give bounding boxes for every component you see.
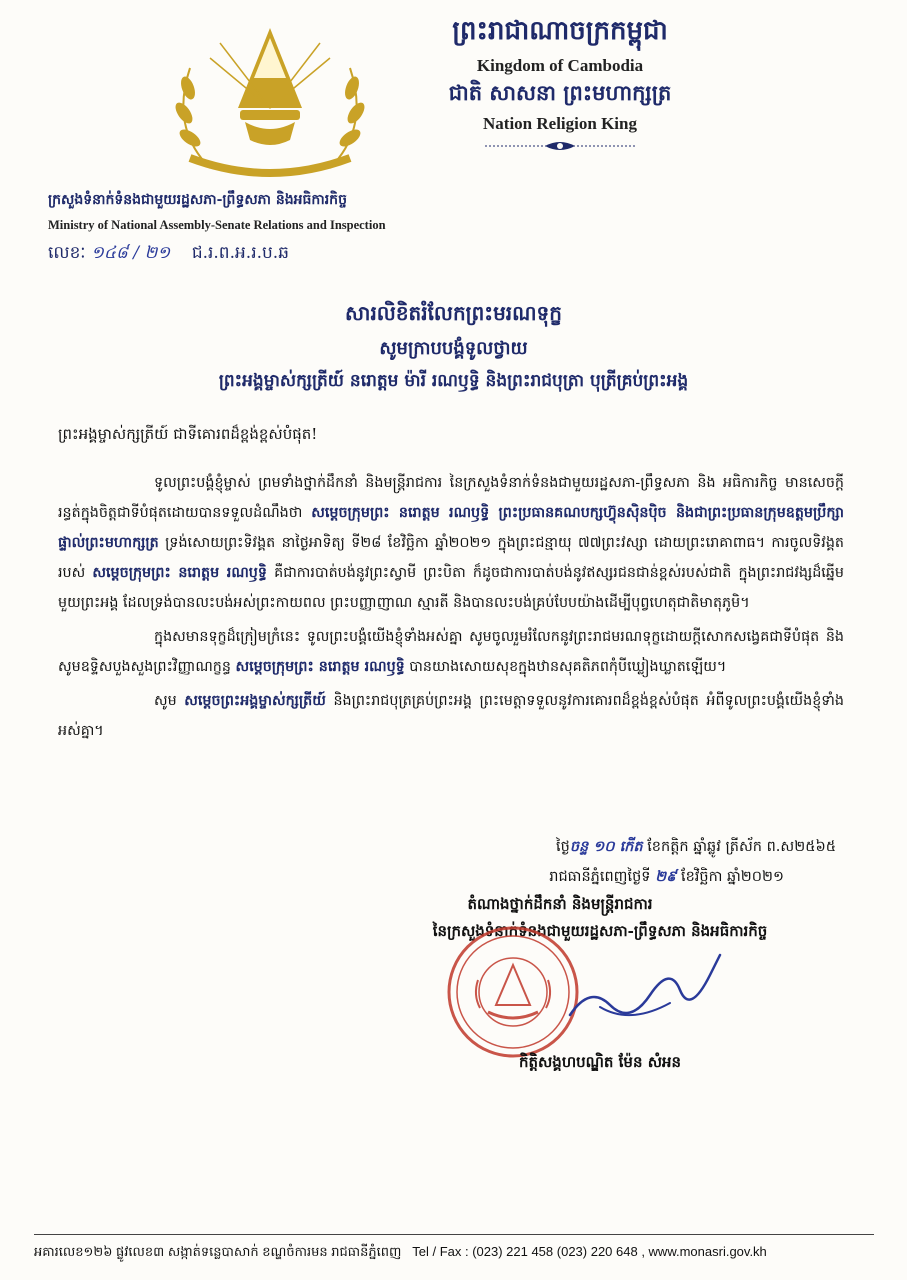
signer-name: កិត្តិសង្គហបណ្ឌិត ម៉ែន សំអន: [518, 1053, 682, 1071]
reference-suffix: ជ.រ.ព.អ.រ.ប.ឆ: [191, 243, 289, 263]
body-text-span: ក្នុងសមានទុក្ខដ៏ក្រៀមក្រំនេះ ទូលព្រះបង្គំយើងខ្ញុំទាំងអស់គ្នា សូមចូលរួមរំលែកនូវព្រះរាជមរណទុក្ខដោយក្តីសោកសង្វេគជាទីបំផុត និងសូមឧទ្ទិសបួងសួងព្រះវិញ្ញាណក្ខន្ធ: [58, 629, 844, 675]
motto-english: Nation Religion King: [483, 114, 637, 133]
body-bold-span: សម្តេចព្រះអង្គម្ចាស់ក្សត្រីយ៍: [184, 693, 326, 709]
lunar-date-handwritten: ចន្ទ ១០ កើត: [569, 838, 643, 855]
handwritten-signature-icon: [560, 945, 730, 1035]
body-text-span: បានយាងសោយសុខក្នុងឋានសុគតិភពកុំបីឃ្លៀងឃ្លាតឡើយ។: [404, 659, 727, 675]
body-text-span: សូម: [154, 693, 185, 709]
body-bold-span: សម្តេចក្រុមព្រះ នរោត្តម រណឫទ្ធិ: [92, 565, 267, 581]
reference-label: លេខៈ: [48, 243, 86, 263]
ministry-name-english: Ministry of National Assembly-Senate Relations and Inspection: [48, 218, 386, 232]
ministry-name-khmer: ក្រសួងទំនាក់ទំនងជាមួយរដ្ឋសភា-ព្រឹទ្ធសភា និងអធិការកិច្ច: [48, 192, 347, 208]
footer-phone-web: Tel / Fax : (023) 221 458 (023) 220 648 , www.monasri.gov.kh: [412, 1244, 767, 1259]
solar-date-handwritten: ២៩: [655, 868, 677, 885]
solar-date-prefix: រាជធានីភ្នំពេញថ្ងៃទី: [549, 869, 656, 885]
signatory-title-1: តំណាងថ្នាក់ដឹកនាំ និងមន្ត្រីរាជការ: [467, 895, 653, 913]
body-bold-span: សម្តេចក្រុមព្រះ នរោត្តម រណឫទ្ធិ ព្រះប្រធានគណបក្សហ៊្វុនស៊ិនប៉ិច និងជាព្រះប្រធានក្រុមឧត្តមប្រឹក្សាផ្ទាល់ព្រះមហាក្សត្រ: [58, 505, 844, 551]
reference-value: ១៤៨ / ២១: [90, 243, 171, 263]
kingdom-title-english: Kingdom of Cambodia: [476, 56, 644, 75]
lunar-date-prefix: ថ្ងៃ: [556, 839, 570, 855]
motto-khmer: ជាតិ សាសនា ព្រះមហាក្សត្រ: [448, 80, 672, 105]
salutation: ព្រះអង្គម្ចាស់ក្សត្រីយ៍ ជាទីគោរពដ៏ខ្ពង់ខ្ពស់បំផុត!: [58, 425, 318, 443]
solar-date: [386, 868, 784, 889]
body-paragraph-1: [58, 468, 844, 618]
ornament-divider-icon: [485, 138, 635, 154]
reference-number: [48, 242, 448, 267]
ministry-emblem-logo: [150, 18, 390, 186]
body-bold-span: សម្តេចក្រុមព្រះ នរោត្តម រណឫទ្ធិ: [235, 659, 405, 675]
kingdom-title-khmer: ព្រះរាជាណាចក្រកម្ពុជា: [452, 16, 668, 46]
body-paragraph-3: [58, 686, 844, 746]
solar-date-rest: ខែវិច្ឆិកា ឆ្នាំ២០២១: [676, 869, 784, 885]
letter-title: សារលិខិតរំលែកព្រះមរណទុក្ខ: [345, 301, 562, 325]
lunar-date: [386, 838, 836, 859]
body-text-span: ទ្រង់សោយព្រះទិវង្គត នាថ្ងៃអាទិត្យ ទី២៨ ខែវិច្ឆិកា ឆ្នាំ២០២១ ក្នុងព្រះជន្មាយុ ៧៧ព្រះវស្សា ដោយព្រះរោគាពាធ។ ការចូលទិវង្គតរបស់: [58, 535, 844, 581]
footer-contact: [34, 1244, 874, 1263]
letter-subtitle: សូមក្រាបបង្គំទូលថ្វាយ: [379, 338, 528, 359]
body-text-span: គឺជាការបាត់បង់នូវព្រះស្វាមី ព្រះបិតា ក៏ដូចជាការបាត់បង់នូវឥស្សរជនជាន់ខ្ពស់របស់ជាតិ ក្នុងព្រះរាជវង្សដ៏ឆ្នើមមួយព្រះអង្គ ដែលទ្រង់បានលះបង់អស់ព្រះកាយពល ព្រះបញ្ញាញាណ ស្មារតី និងបានលះបង់គ្រប់បែបយ៉ាងដើម្បីបុព្វហេតុជាតិមាតុភូមិ។: [58, 565, 844, 611]
letter-addressee: ព្រះអង្គម្ចាស់ក្សត្រីយ៍ នរោត្តម ម៉ារី រណឫទ្ធិ និងព្រះរាជបុត្រា បុត្រីគ្រប់ព្រះអង្គ: [218, 371, 689, 391]
lunar-date-rest: ខែកត្តិក ឆ្នាំឆ្លូវ ត្រីស័ក ព.ស២៥៦៥: [642, 839, 836, 855]
body-text-span: និងព្រះរាជបុត្រគ្រប់ព្រះអង្គ ព្រះមេត្តាទទួលនូវការគោរពដ៏ខ្ពង់ខ្ពស់បំផុត អំពីទូលព្រះបង្គំយើងខ្ញុំទាំងអស់គ្នា។: [58, 693, 844, 739]
body-paragraph-2: [58, 622, 844, 682]
body-text-span: ទូលព្រះបង្គំខ្ញុំម្ចាស់ ព្រមទាំងថ្នាក់ដឹកនាំ និងមន្ត្រីរាជការ នៃក្រសួងទំនាក់ទំនងជាមួយរដ្ឋសភា-ព្រឹទ្ធសភា និង អធិការកិច្ច មានសេចក្តីរន្ធត់ក្នុងចិត្តជាទីបំផុតដោយបានទទួលដំណឹងថា: [58, 475, 844, 521]
footer-address: អគារលេខ១២៦ ផ្លូវលេខ៣ សង្កាត់ទន្លេបាសាក់ ខណ្ឌចំការមន រាជធានីភ្នំពេញ: [34, 1244, 402, 1259]
letter-body: [58, 468, 844, 750]
footer-divider: [34, 1234, 874, 1235]
signatory-title-2: នៃក្រសួងទំនាក់ទំនងជាមួយរដ្ឋសភា-ព្រឹទ្ធសភា និងអធិការកិច្ច: [432, 922, 768, 940]
